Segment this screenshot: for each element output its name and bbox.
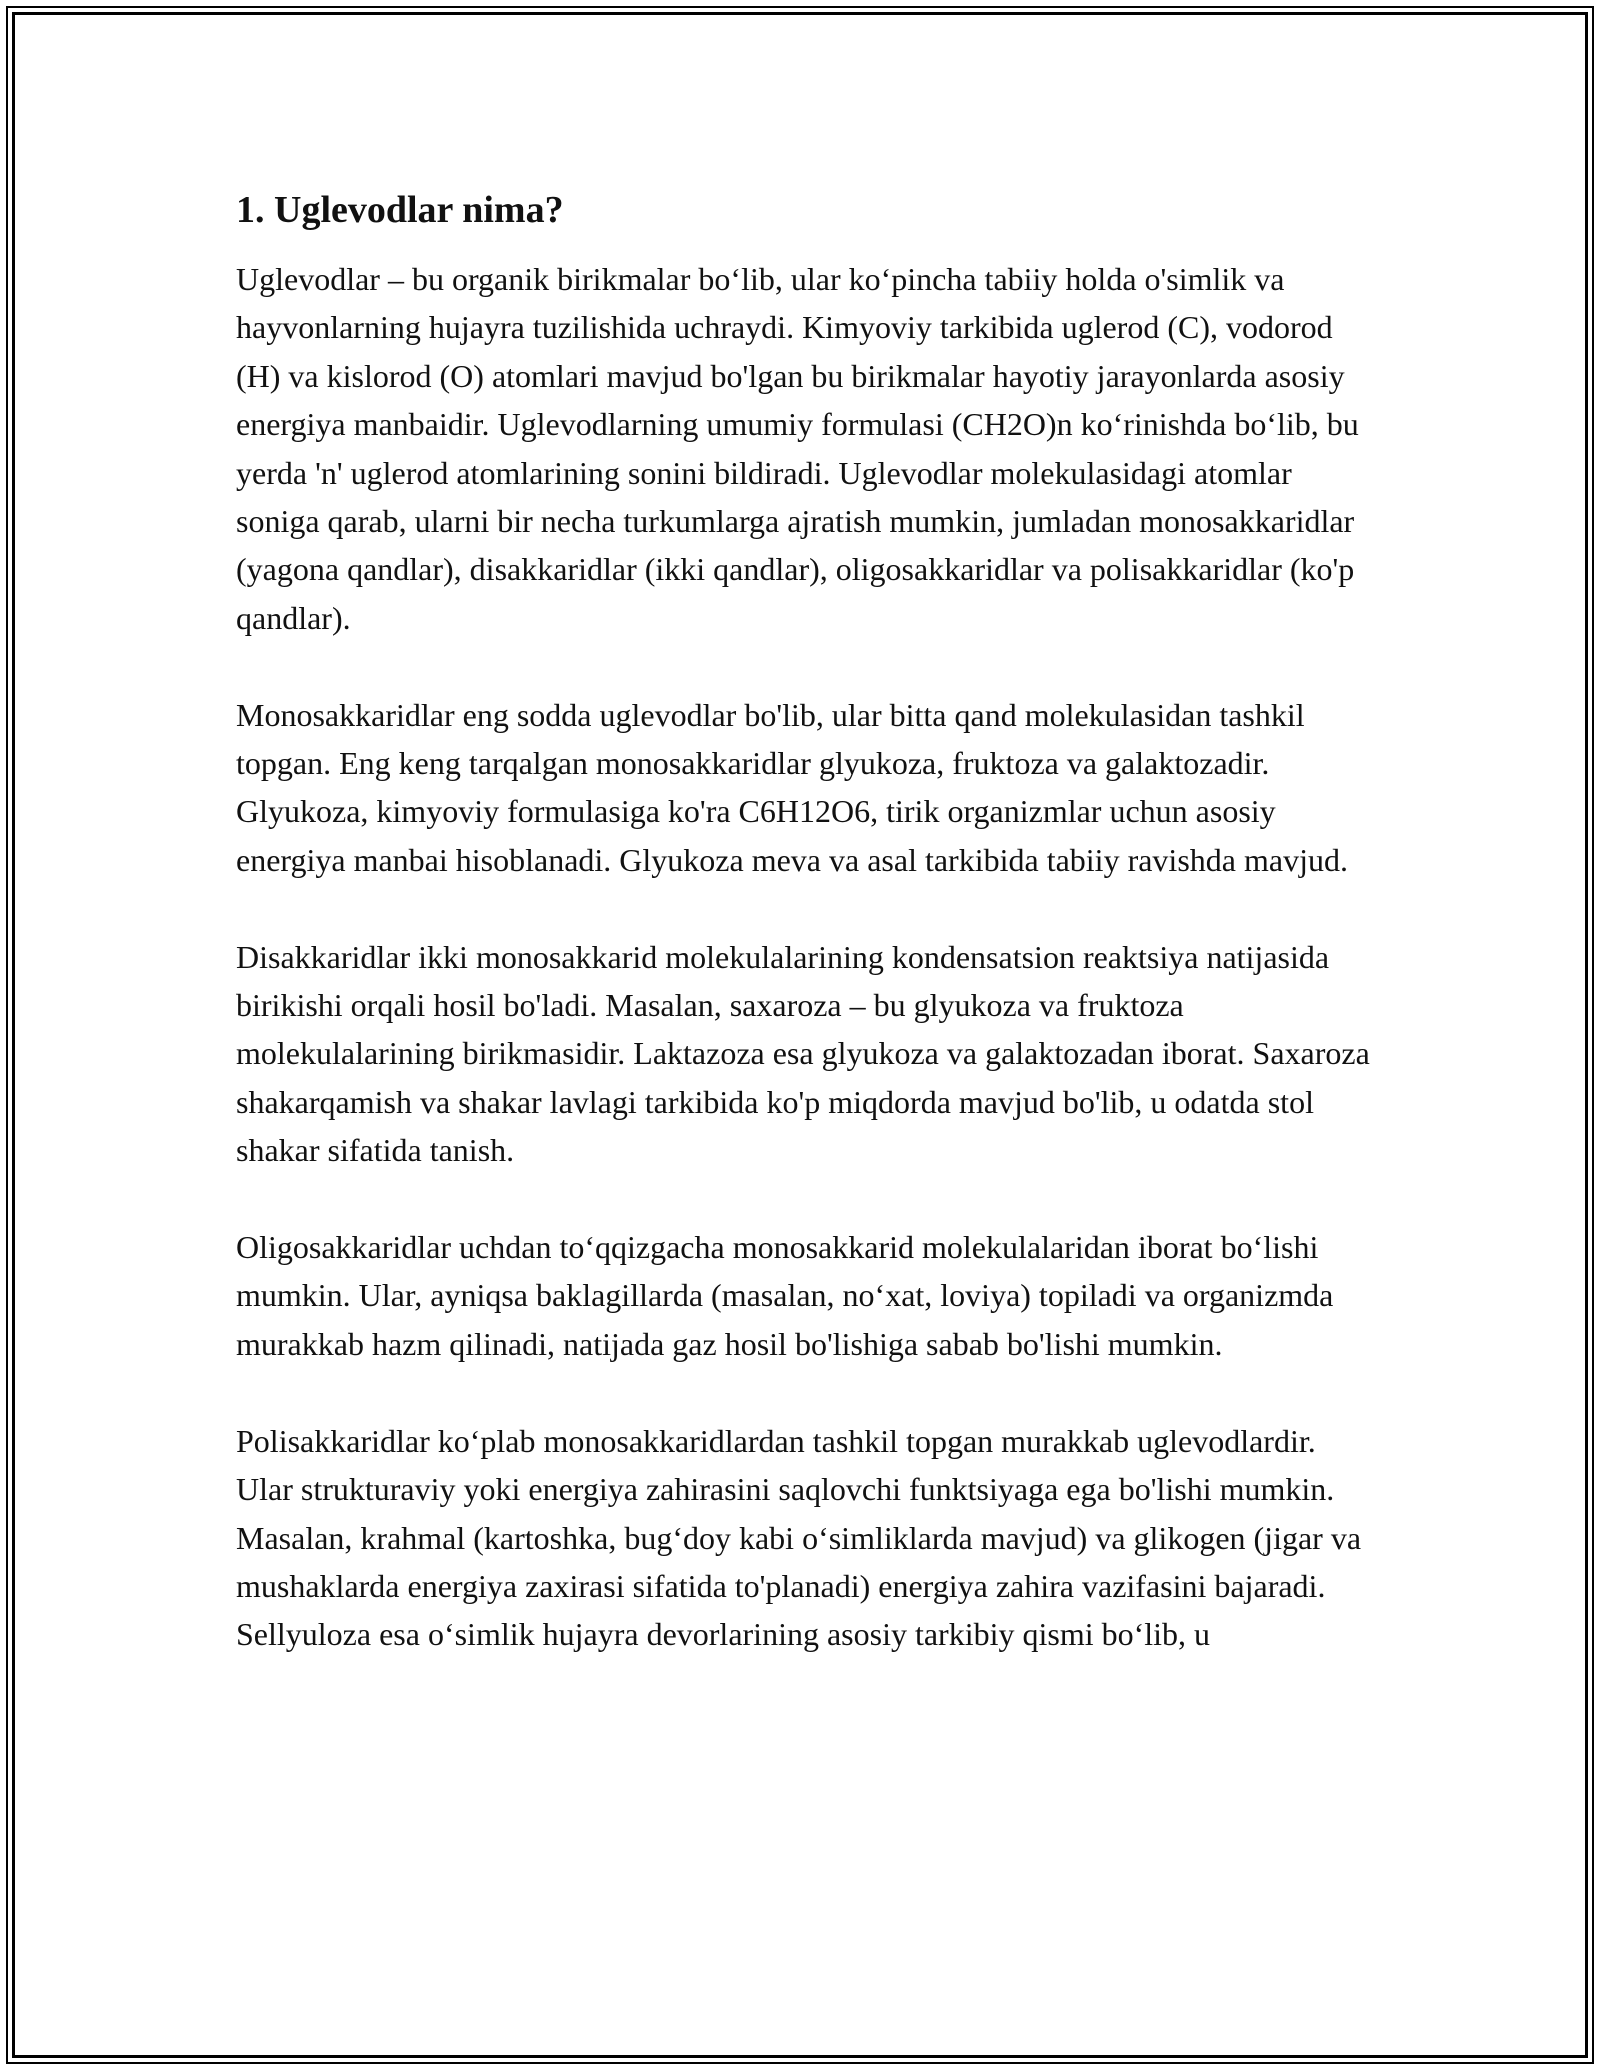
paragraph-polysaccharides: Polisakkaridlar ko‘plab monosakkaridlardan tashkil topgan murakkab uglevodlardir. Ular strukturaviy yoki energiya zahirasini saqlovchi funktsiyaga ega bo'lishi mumkin. Masalan, krahmal (kartoshka, bug‘doy kabi o‘simliklarda mavjud) va glikogen (jigar va mushaklarda energiya zaxirasi sifatida to'planadi) energiya zahira vazifasini bajaradi. Sellyuloza esa o‘simlik hujayra devorlarining asosiy tarkibiy qismi bo‘lib, u xyxy=(236,1422,1362,1653)
paragraph-monosaccharides: Monosakkaridlar eng sodda uglevodlar bo'lib, ular bitta qand molekulasidan tashkil topgan. Eng keng tarqalgan monosakkaridlar glyukoza, fruktoza va galaktozadir. Glyukoza, kimyoviy formulasiga ko'ra C6H12O6, tirik organizmlar uchun asosiy energiya manbai hisoblanadi. Glyukoza meva va asal tarkibida tabiiy ravishda mavjud. xyxy=(236,696,1348,878)
paragraph-definition: Uglevodlar – bu organik birikmalar bo‘lib, ular ko‘pincha tabiiy holda o'simlik va hayvonlarning hujayra tuzilishida uchraydi. Kimyoviy tarkibida uglerod (C), vodorod (H) va kislorod (O) atomlari mavjud bo'lgan bu birikmalar hayotiy jarayonlarda asosiy energiya manbaidir. Uglevodlarning umumiy formulasi (CH2O)n ko‘rinishda bo‘lib, bu yerda 'n' uglerod atomlarining sonini bildiradi. Uglevodlar molekulasidagi atomlar soniga qarab, ularni bir necha turkumlarga ajratish mumkin, jumladan monosakkaridlar (yagona qandlar), disakkaridlar (ikki qandlar), oligosakkaridlar va polisakkaridlar (ko'p qandlar). xyxy=(236,261,1359,636)
paragraph-oligosaccharides: Oligosakkaridlar uchdan to‘qqizgacha monosakkarid molekulalaridan iborat bo‘lishi mumkin. Ular, ayniqsa baklagillarda (masalan, no‘xat, loviya) topiladi va organizmda murakkab hazm qilinadi, natijada gaz hosil bo'lishiga sabab bo'lishi mumkin. xyxy=(236,1229,1334,1362)
document-body xyxy=(236,185,1376,1659)
paragraph-disaccharides: Disakkaridlar ikki monosakkarid molekulalarining kondensatsion reaktsiya natijasida birikishi orqali hosil bo'ladi. Masalan, saxaroza – bu glyukoza va fruktoza molekulalarining birikmasidir. Laktazoza esa glyukoza va galaktozadan iborat. Saxaroza shakarqamish va shakar lavlagi tarkibida ko'p miqdorda mavjud bo'lib, u odatda stol shakar sifatida tanish. xyxy=(236,938,1370,1169)
section-heading: 1. Uglevodlar nima? xyxy=(236,189,564,231)
